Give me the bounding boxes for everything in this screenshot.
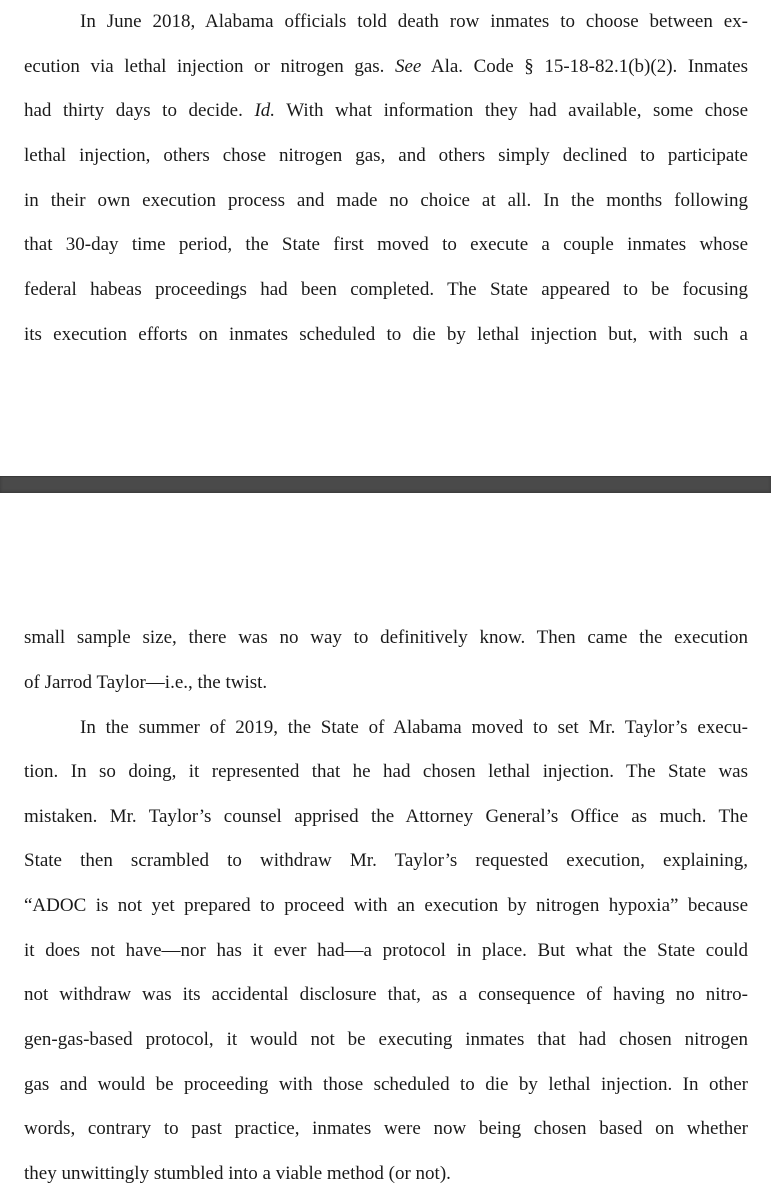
text-line: lethal injection, others chose nitrogen gas, and others simply declined to participate xyxy=(24,145,748,166)
document-page-top xyxy=(0,0,771,476)
text-line: in their own execution process and made no choice at all. In the months following xyxy=(24,190,748,211)
citation-signal: See xyxy=(394,56,422,77)
text-line: not withdraw was its accidental disclosure that, as a consequence of having no nitro- xyxy=(24,984,748,1005)
text-line: that 30-day time period, the State first moved to execute a couple inmates whose xyxy=(24,234,748,255)
text-line: mistaken. Mr. Taylor’s counsel apprised the Attorney General’s Office as much. The xyxy=(24,806,748,827)
text-line: “ADOC is not yet prepared to proceed with an execution by nitrogen hypoxia” because xyxy=(24,895,748,916)
text-line: of Jarrod Taylor—i.e., the twist. xyxy=(24,672,268,693)
text-line: In June 2018, Alabama officials told death row inmates to choose between ex- xyxy=(80,11,748,32)
page-separator xyxy=(0,476,771,494)
text-line: gas and would be proceeding with those scheduled to die by lethal injection. In other xyxy=(24,1074,748,1095)
text-line: had thirty days to decide. Id. With what information they had available, some chose xyxy=(24,100,748,121)
text-line: gen-gas-based protocol, it would not be executing inmates that had chosen nitrogen xyxy=(24,1029,748,1050)
text-line: tion. In so doing, it represented that he had chosen lethal injection. The State was xyxy=(24,761,748,782)
citation-signal: Id. xyxy=(254,100,276,121)
document-page-bottom xyxy=(0,493,771,1200)
text-line: they unwittingly stumbled into a viable method (or not). xyxy=(24,1163,451,1184)
text-line: ecution via lethal injection or nitrogen gas. See Ala. Code § 15-18-82.1(b)(2). Inmates xyxy=(24,56,748,77)
text-line: State then scrambled to withdraw Mr. Taylor’s requested execution, explaining, xyxy=(24,850,748,871)
text-line: words, contrary to past practice, inmates were now being chosen based on whether xyxy=(24,1118,748,1139)
text-line: federal habeas proceedings had been completed. The State appeared to be focusing xyxy=(24,279,748,300)
text-line: In the summer of 2019, the State of Alabama moved to set Mr. Taylor’s execu- xyxy=(80,717,748,738)
text-line: small sample size, there was no way to definitively know. Then came the execution xyxy=(24,627,748,648)
text-line: it does not have—nor has it ever had—a protocol in place. But what the State could xyxy=(24,940,748,961)
text-line: its execution efforts on inmates scheduled to die by lethal injection but, with such a xyxy=(24,324,748,345)
